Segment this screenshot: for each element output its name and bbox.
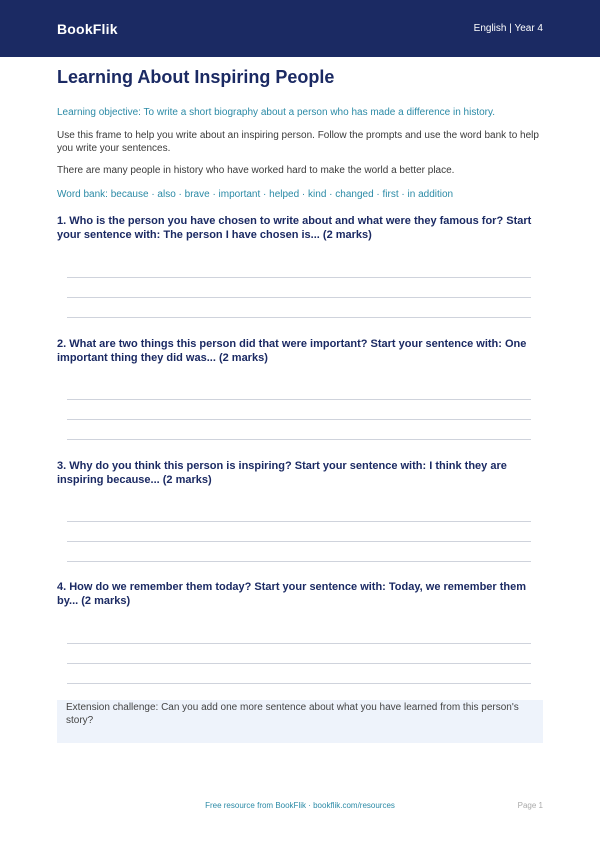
page-title: Learning About Inspiring People <box>57 67 335 87</box>
answer-line[interactable] <box>67 663 531 664</box>
answer-line[interactable] <box>67 399 531 400</box>
question-4: 4. How do we remember them today? Start your sentence with: Today, we remember them by... (2 marks) <box>57 581 527 607</box>
brand-logo: BookFlik <box>57 20 118 37</box>
answer-line[interactable] <box>67 541 531 542</box>
page-header <box>0 0 600 57</box>
answer-line[interactable] <box>67 561 531 562</box>
question-1: 1. Who is the person you have chosen to write about and what were they famous for? Start your sentence with: The person I have chosen is... (2 marks) <box>57 215 532 241</box>
footer-link[interactable]: Free resource from BookFlik · bookflik.com/resources <box>205 801 395 810</box>
answer-line[interactable] <box>67 683 531 684</box>
question-2: 2. What are two things this person did that were important? Start your sentence with: One important thing they did was... (2 marks) <box>57 338 527 364</box>
page-number: Page 1 <box>517 801 543 810</box>
answer-line[interactable] <box>67 419 531 420</box>
answer-line[interactable] <box>67 521 531 522</box>
answer-line[interactable] <box>67 277 531 278</box>
answer-line[interactable] <box>67 297 531 298</box>
answer-line[interactable] <box>67 317 531 318</box>
page-footer <box>0 801 600 815</box>
extension-challenge: Extension challenge: Can you add one more sentence about what you have learned from this person's story? <box>57 700 543 743</box>
intro-section <box>57 66 543 201</box>
subject-label: English | Year 4 <box>473 23 543 34</box>
answer-line[interactable] <box>67 643 531 644</box>
intro-text: There are many people in history who have worked hard to make the world a better place. <box>57 165 455 176</box>
learning-objective: Learning objective: To write a short biography about a person who has made a difference in history. <box>57 107 496 118</box>
answer-line[interactable] <box>67 439 531 440</box>
instructions-text: Use this frame to help you write about an inspiring person. Follow the prompts and use the word bank to help you write your sentences. <box>57 130 539 154</box>
word-bank: Word bank: because · also · brave · important · helped · kind · changed · first · in addition <box>57 189 454 200</box>
question-3: 3. Why do you think this person is inspiring? Start your sentence with: I think they are inspiring because... (2 marks) <box>57 460 507 486</box>
